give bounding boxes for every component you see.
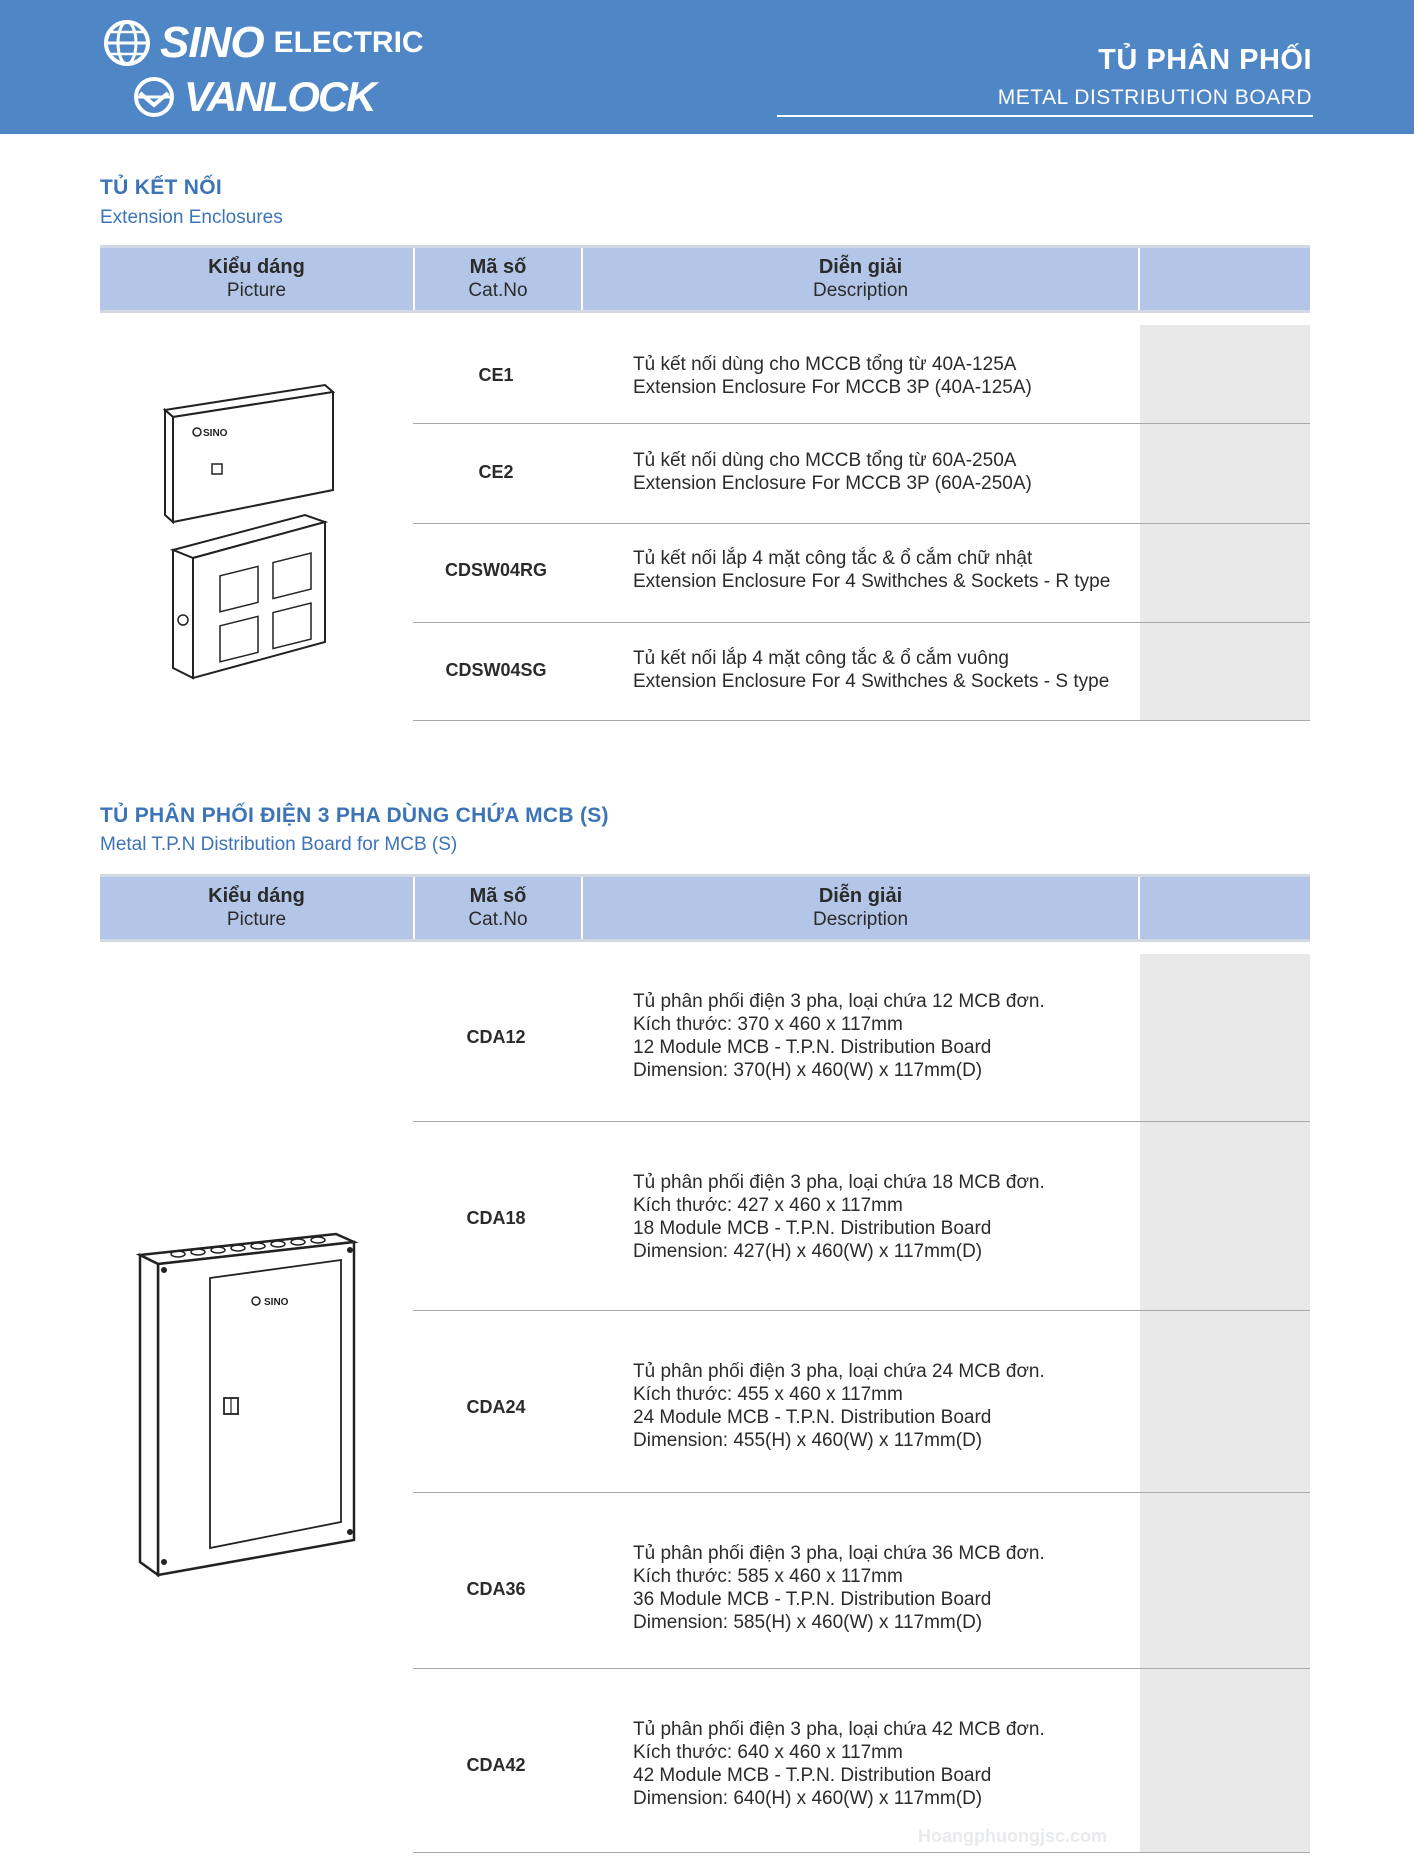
col-cat-vi: Mã số	[469, 256, 527, 278]
table-row	[413, 1312, 1310, 1493]
col-picture	[100, 877, 413, 939]
desc-line: Tủ phân phối điện 3 pha, loại chứa 12 MCB đơn.	[633, 991, 1045, 1012]
desc-line: Kích thước: 455 x 460 x 117mm	[633, 1384, 903, 1405]
cat-no: CDA36	[466, 1579, 526, 1599]
extension-enclosure-picture	[155, 380, 335, 680]
description	[633, 547, 1110, 593]
table-row	[413, 1494, 1310, 1669]
cat-no: CDSW04RG	[444, 560, 547, 580]
desc-line: Kích thước: 427 x 460 x 117mm	[633, 1195, 903, 1216]
desc-line: Extension Enclosure For 4 Swithches & Sockets - R type	[633, 571, 1111, 592]
col-divider	[1138, 877, 1140, 939]
table-row	[413, 624, 1310, 721]
page-title: TỦ PHÂN PHỐI	[1098, 44, 1312, 76]
cat-no: CDSW04SG	[445, 660, 547, 680]
distribution-board-picture	[136, 1230, 366, 1580]
section2-subtitle: Metal T.P.N Distribution Board for MCB (S)	[100, 834, 458, 855]
col-desc-en: Description	[812, 280, 909, 301]
sino-electric-logo	[102, 16, 424, 70]
cat-no: CDA12	[466, 1027, 526, 1047]
col-cat	[415, 248, 581, 310]
product-brand-label: SINO	[264, 1297, 289, 1308]
desc-line: Extension Enclosure For MCCB 3P (60A-250A)	[633, 473, 1032, 494]
desc-line: Extension Enclosure For MCCB 3P (40A-125A)	[633, 377, 1032, 398]
col-divider	[1138, 248, 1140, 310]
desc-line: Tủ kết nối lắp 4 mặt công tắc & ổ cắm chữ nhật	[633, 548, 1033, 569]
col-cat-en: Cat.No	[468, 280, 528, 301]
cat-no: CDA18	[466, 1208, 526, 1228]
desc-line: Tủ phân phối điện 3 pha, loại chứa 18 MCB đơn.	[633, 1172, 1045, 1193]
col-desc-vi: Diễn giải	[818, 885, 903, 907]
col-picture-vi: Kiểu dáng	[208, 885, 305, 907]
section1-table-header	[100, 245, 1310, 313]
description	[633, 449, 1032, 495]
desc-line: 24 Module MCB - T.P.N. Distribution Board	[633, 1407, 992, 1428]
vanlock-logo	[132, 70, 375, 124]
desc-line: Dimension: 640(H) x 460(W) x 117mm(D)	[633, 1788, 983, 1809]
table-row	[413, 325, 1310, 424]
desc-line: Kích thước: 370 x 460 x 117mm	[633, 1014, 903, 1035]
desc-line: Tủ kết nối dùng cho MCCB tổng từ 60A-250A	[633, 450, 1017, 471]
cat-no: CE1	[478, 365, 514, 385]
table-row	[413, 954, 1310, 1122]
description	[633, 1542, 1045, 1634]
table-row	[413, 525, 1310, 623]
desc-line: Tủ phân phối điện 3 pha, loại chứa 42 MCB đơn.	[633, 1719, 1045, 1740]
table-row	[413, 1123, 1310, 1311]
desc-line: Tủ kết nối dùng cho MCCB tổng từ 40A-125A	[633, 354, 1017, 375]
vanlock-emblem-icon	[132, 75, 176, 119]
desc-line: Dimension: 455(H) x 460(W) x 117mm(D)	[633, 1430, 983, 1451]
desc-line: Kích thước: 640 x 460 x 117mm	[633, 1742, 903, 1763]
description	[633, 353, 1032, 399]
description	[633, 1171, 1045, 1263]
description	[633, 647, 1109, 693]
cat-no: CE2	[478, 462, 514, 482]
brand-vanlock: VANLOCK	[184, 73, 375, 120]
description	[633, 1718, 1045, 1810]
desc-line: Tủ kết nối lắp 4 mặt công tắc & ổ cắm vuông	[633, 648, 1009, 669]
section1-title: TỦ KẾT NỐI	[100, 176, 222, 199]
globe-icon	[102, 18, 152, 68]
cat-no: CDA24	[466, 1397, 526, 1417]
table-row	[413, 1670, 1310, 1853]
section2-table-header	[100, 874, 1310, 942]
desc-line: Dimension: 427(H) x 460(W) x 117mm(D)	[633, 1241, 983, 1262]
col-desc	[583, 248, 1138, 310]
col-picture-vi: Kiểu dáng	[208, 256, 305, 278]
section2-title: TỦ PHÂN PHỐI ĐIỆN 3 PHA DÙNG CHỨA MCB (S)	[100, 804, 609, 827]
desc-line: Dimension: 370(H) x 460(W) x 117mm(D)	[633, 1060, 983, 1081]
col-picture-en: Picture	[226, 280, 287, 301]
brand-sino: SINO	[160, 18, 264, 67]
header-divider	[777, 115, 1313, 117]
desc-line: Dimension: 585(H) x 460(W) x 117mm(D)	[633, 1612, 983, 1633]
desc-line: 18 Module MCB - T.P.N. Distribution Board	[633, 1218, 992, 1239]
col-cat	[415, 877, 581, 939]
desc-line: 12 Module MCB - T.P.N. Distribution Board	[633, 1037, 992, 1058]
col-picture	[100, 248, 413, 310]
desc-line: 42 Module MCB - T.P.N. Distribution Board	[633, 1765, 992, 1786]
cat-no: CDA42	[466, 1755, 526, 1775]
brand-electric: ELECTRIC	[273, 26, 424, 59]
desc-line: Extension Enclosure For 4 Swithches & Sockets - S type	[633, 671, 1110, 692]
desc-line: Tủ phân phối điện 3 pha, loại chứa 24 MCB đơn.	[633, 1361, 1045, 1382]
desc-line: Tủ phân phối điện 3 pha, loại chứa 36 MCB đơn.	[633, 1543, 1045, 1564]
col-picture-en: Picture	[226, 909, 287, 930]
col-desc	[583, 877, 1138, 939]
col-cat-vi: Mã số	[469, 885, 527, 907]
table-row	[413, 425, 1310, 524]
col-desc-en: Description	[812, 909, 909, 930]
desc-line: Kích thước: 585 x 460 x 117mm	[633, 1566, 903, 1587]
page-subtitle: METAL DISTRIBUTION BOARD	[997, 86, 1312, 109]
description	[633, 1360, 1045, 1452]
page-header	[0, 0, 1414, 134]
description	[633, 990, 1045, 1082]
col-cat-en: Cat.No	[468, 909, 528, 930]
watermark-url: Hoangphuongjsc.com	[918, 1826, 1107, 1846]
col-desc-vi: Diễn giải	[818, 256, 903, 278]
desc-line: 36 Module MCB - T.P.N. Distribution Board	[633, 1589, 992, 1610]
section1-subtitle: Extension Enclosures	[100, 207, 283, 228]
product-brand-label: SINO	[203, 428, 228, 439]
